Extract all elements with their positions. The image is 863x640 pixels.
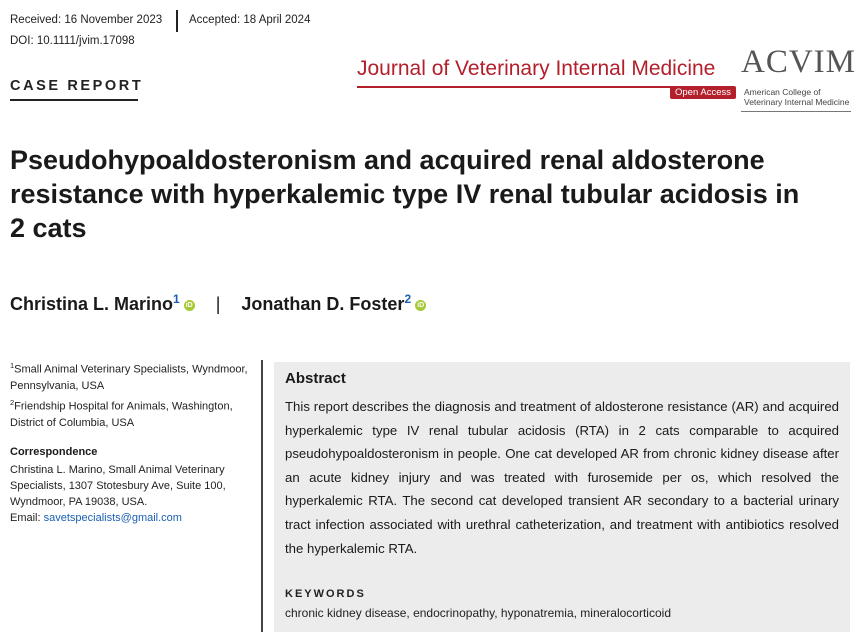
- author-line: [10, 292, 426, 315]
- email-link[interactable]: savetspecialists@gmail.com: [43, 512, 182, 524]
- correspondence-block: [10, 462, 245, 526]
- orcid-icon[interactable]: iD: [185, 301, 193, 309]
- journal-name: Journal of Veterinary Internal Medicine: [357, 57, 716, 80]
- keywords-list: chronic kidney disease, endocrinopathy, hyponatremia, mineralocorticoid: [285, 606, 671, 620]
- section-underline: [10, 99, 138, 101]
- acvim-subtitle-line2: Veterinary Internal Medicine: [744, 97, 850, 107]
- author-name[interactable]: Christina L. Marino: [10, 294, 174, 314]
- affiliation-2: [10, 395, 250, 431]
- correspondence-heading: Correspondence: [10, 446, 98, 458]
- acvim-subtitle: [744, 87, 856, 107]
- affiliation-sup: 2: [10, 398, 15, 407]
- email-label: Email:: [10, 512, 41, 524]
- author-affiliation-sup[interactable]: 2: [404, 292, 412, 306]
- section-label: CASE REPORT: [10, 78, 144, 94]
- acvim-rule: [741, 111, 851, 112]
- acvim-subtitle-line1: American College of: [744, 87, 821, 97]
- orcid-icon[interactable]: iD: [417, 301, 425, 309]
- author-name[interactable]: Jonathan D. Foster: [241, 294, 405, 314]
- keywords-heading: KEYWORDS: [285, 588, 366, 600]
- author-separator: |: [215, 294, 221, 314]
- affiliation-text: Friendship Hospital for Animals, Washington, District of Columbia, USA: [10, 400, 233, 429]
- received-date: Received: 16 November 2023: [10, 14, 163, 26]
- affiliation-text: Small Animal Veterinary Specialists, Wyndmoor, Pennsylvania, USA: [10, 363, 248, 392]
- affiliation-1: [10, 358, 250, 394]
- affiliation-sup: 1: [10, 361, 15, 370]
- doi[interactable]: DOI: 10.1111/jvim.17098: [10, 35, 135, 47]
- open-access-badge: Open Access: [670, 86, 736, 99]
- column-divider: [261, 360, 263, 632]
- acvim-logo: ACVIM: [741, 44, 857, 80]
- abstract-text: This report describes the diagnosis and treatment of aldosterone resistance (AR) and acquired hyperkalemic type IV renal tubular acidosis (RTA) in 2 cats comparable to acquired pseudohypoaldosteronism in people. One cat developed AR from chronic kidney disease after an acute kidney injury and was treated with furosemide per os, which resolved the hyperkalemic RTA. The second cat developed transient AR secondary to a bacterial urinary tract infection associated with urethral catheterization, and treatment with antibiotics resolved the hyperkalemic RTA.: [285, 399, 839, 556]
- correspondence-text: Christina L. Marino, Small Animal Veterinary Specialists, 1307 Stotesbury Ave, Suite 100, Wyndmoor, PA 19038, USA.: [10, 464, 226, 508]
- article-title: Pseudohypoaldosteronism and acquired renal aldosterone resistance with hyperkalemic type IV renal tubular acidosis in 2 cats: [10, 145, 800, 243]
- author-affiliation-sup[interactable]: 1: [173, 292, 180, 306]
- abstract-heading: Abstract: [285, 370, 346, 387]
- header-separator: [176, 10, 178, 32]
- accepted-date: Accepted: 18 April 2024: [189, 14, 311, 26]
